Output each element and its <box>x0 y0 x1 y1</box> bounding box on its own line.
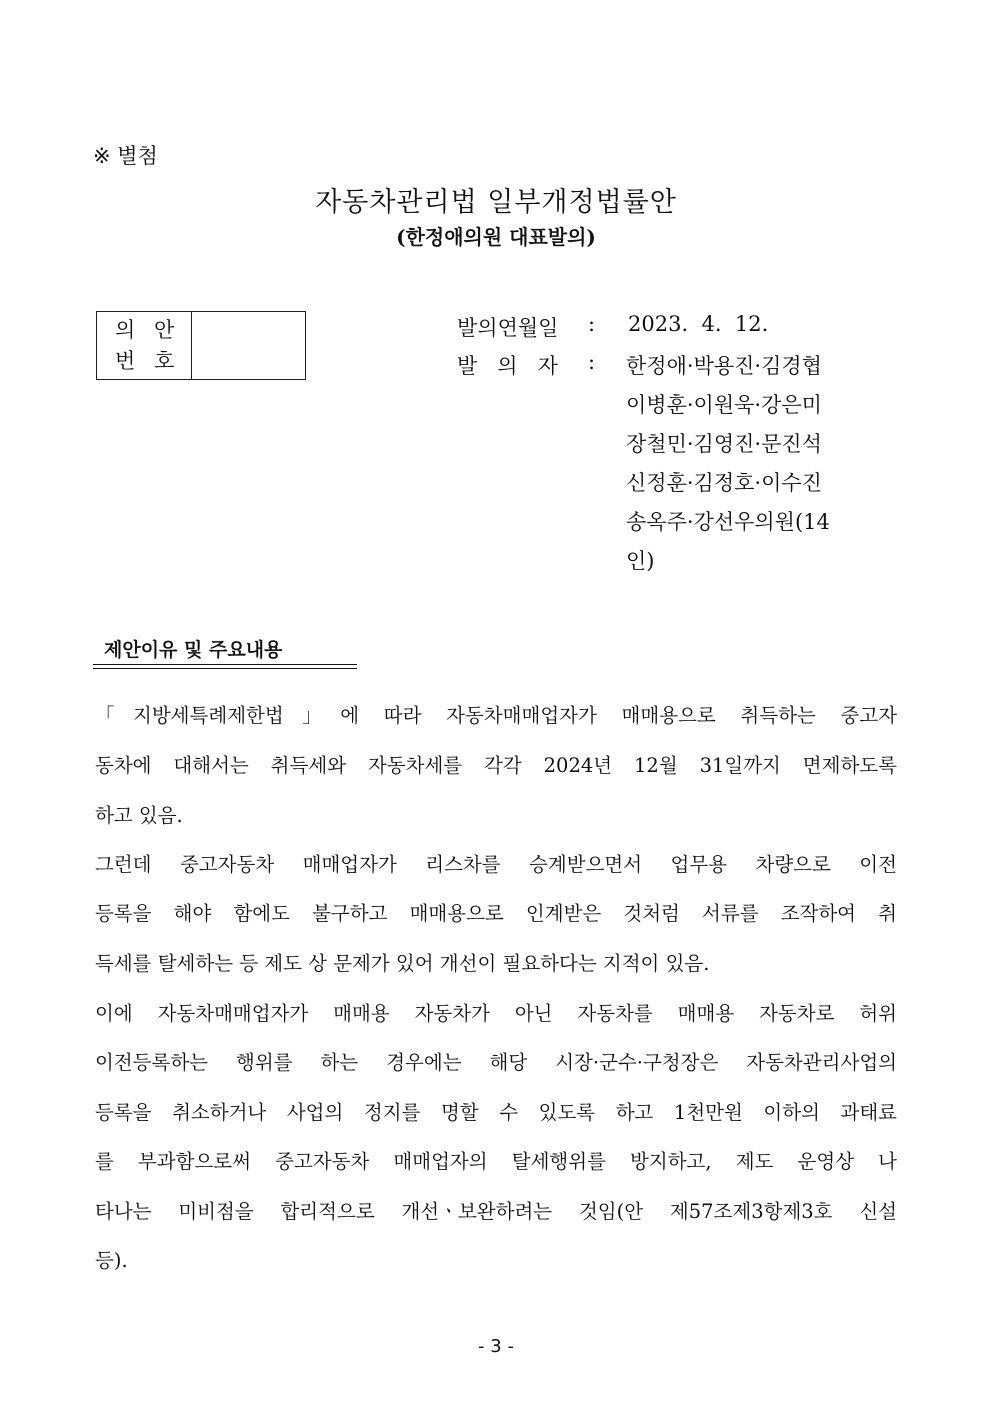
paragraph-line: 등록을 취소하거나 사업의 정지를 명할 수 있도록 하고 1천만원 이하의 과태료 <box>95 1101 897 1124</box>
bill-number-label-line1: 의 안 <box>115 318 181 342</box>
proposal-date-colon: : <box>588 312 596 336</box>
paragraph-line: 등). <box>95 1249 128 1272</box>
proposal-date-label: 발의연월일 <box>457 316 559 340</box>
section-heading-underline <box>93 664 357 669</box>
bill-number-label-line2: 번 호 <box>115 349 181 373</box>
proposal-date-value: 2023. 4. 12. <box>628 312 769 336</box>
bill-number-box <box>96 311 306 380</box>
bill-title: 자동차관리법 일부개정법률안 <box>315 187 677 218</box>
paragraph-line: 「지방세특례제한법」에 따라 자동차매매업자가 매매용으로 취득하는 중고자 <box>95 704 897 727</box>
attachment-label: ※ 별첨 <box>93 144 158 168</box>
proposer-line: 송옥주·강선우의원(14 <box>626 510 830 534</box>
proposer-colon: : <box>588 350 596 374</box>
proposer-line: 장철민·김영진·문진석 <box>626 432 822 456</box>
paragraph-line: 동차에 대해서는 취득세와 자동차세를 각각 2024년 12월 31일까지 면제하도록 <box>95 754 897 777</box>
page-number: - 3 - <box>478 1336 514 1357</box>
paragraph-line: 이전등록하는 행위를 하는 경우에는 해당 시장·군수·구청장은 자동차관리사업의 <box>95 1051 897 1074</box>
proposer-line: 인) <box>626 549 655 573</box>
proposer-line: 신정훈·김정호·이수진 <box>626 471 822 495</box>
proposer-label: 발 의 자 <box>457 354 558 378</box>
paragraph-line: 를 부과함으로써 중고자동차 매매업자의 탈세행위를 방지하고, 제도 운영상 나 <box>95 1150 897 1173</box>
proposer-line: 이병훈·이원욱·강은미 <box>626 393 822 417</box>
paragraph-line: 그런데 중고자동차 매매업자가 리스차를 승계받으면서 업무용 차량으로 이전 <box>95 853 897 876</box>
paragraph-line: 득세를 탈세하는 등 제도 상 문제가 있어 개선이 필요하다는 지적이 있음. <box>95 952 710 975</box>
paragraph-line: 하고 있음. <box>95 804 183 827</box>
bill-number-label <box>97 312 192 379</box>
section-heading: 제안이유 및 주요내용 <box>104 639 283 661</box>
proposer-line: 한정애·박용진·김경협 <box>626 354 822 378</box>
bill-number-value <box>192 312 305 379</box>
paragraph-line: 타나는 미비점을 합리적으로 개선ㆍ보완하려는 것임(안 제57조제3항제3호 신설 <box>95 1200 897 1223</box>
paragraph-line: 이에 자동차매매업자가 매매용 자동차가 아닌 자동차를 매매용 자동차로 허위 <box>95 1002 897 1025</box>
bill-subtitle: (한정애의원 대표발의) <box>396 225 596 249</box>
paragraph-line: 등록을 해야 함에도 불구하고 매매용으로 인계받은 것처럼 서류를 조작하여 취 <box>95 902 897 925</box>
